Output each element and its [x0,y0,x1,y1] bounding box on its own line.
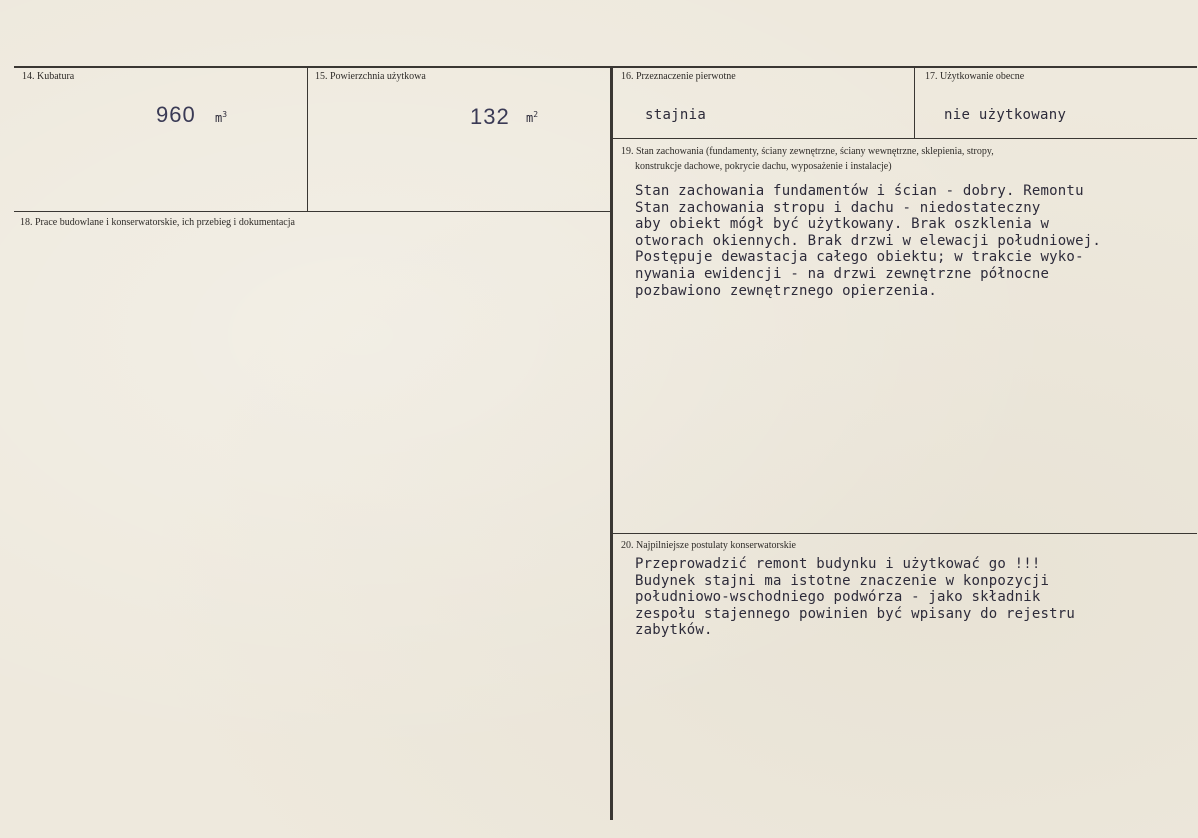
field-14-value: 960 [156,102,196,127]
field-16-label: 16. Przeznaczenie pierwotne [621,71,736,82]
field-19-line: nywania ewidencji - na drzwi zewnętrzne północne [635,265,1050,282]
field-19-label-line2: konstrukcje dachowe, pokrycie dachu, wyposażenie i instalacje) [635,161,892,172]
field-20-label: 20. Najpilniejsze postulaty konserwatorskie [621,540,796,551]
field-19-label [621,144,1191,174]
field-20-line: zabytków. [635,622,713,639]
field-20-line: Budynek stajni ma istotne znaczenie w konpozycji [635,572,1050,589]
field-19-line: pozbawiono zewnętrznego opierzenia. [635,282,938,299]
field-19-line: aby obiekt mógł być użytkowany. Brak oszklenia w [635,216,1050,233]
field-17-value: nie użytkowany [944,107,1067,123]
main-vertical-divider [610,66,613,820]
field-18-label: 18. Prace budowlane i konserwatorskie, ich przebieg i dokumentacja [20,217,295,228]
field-19-line: Stan zachowania stropu i dachu - niedostateczny [635,199,1041,216]
field-20-text [635,556,1075,639]
field-14-unit: $m^3$ [215,110,228,125]
field-19-line: Stan zachowania fundamentów i ścian - dobry. Remontu [635,183,1084,199]
field-20-line: zespołu stajennego powinien być wpisany do rejestru [635,605,1076,622]
field-19-line: otworach okiennych. Brak drzwi w elewacji południowej. [635,232,1101,249]
field-17-label: 17. Użytkowanie obecne [925,71,1025,82]
top-rule-right [613,66,1197,68]
field-19-label-line1: 19. Stan zachowania (fundamenty, ściany zewnętrzne, ściany wewnętrzne, sklepienia, stropy, [621,146,994,157]
field-20-line: południowo-wschodniego podwórza - jako składnik [635,589,1041,606]
rule-above-19 [613,138,1197,139]
field-15-label: 15. Powierzchnia użytkowa [315,71,426,82]
rule-above-18 [14,211,611,212]
field-15-unit: $m^2$ [526,110,539,125]
field-19-line: Postępuje dewastacja całego obiektu; w trakcie wyko- [635,249,1084,266]
field-19-text [635,183,1101,299]
field-16-value: stajnia [645,107,707,123]
rule-above-20 [613,533,1197,534]
divider-16-17 [914,66,915,138]
divider-14-15 [307,66,308,212]
top-rule-left [14,66,611,68]
field-15-value: 132 [470,104,510,129]
field-20-line: Przeprowadzić remont budynku i użytkować go !!! [635,556,1041,572]
field-14-label: 14. Kubatura [22,71,75,82]
